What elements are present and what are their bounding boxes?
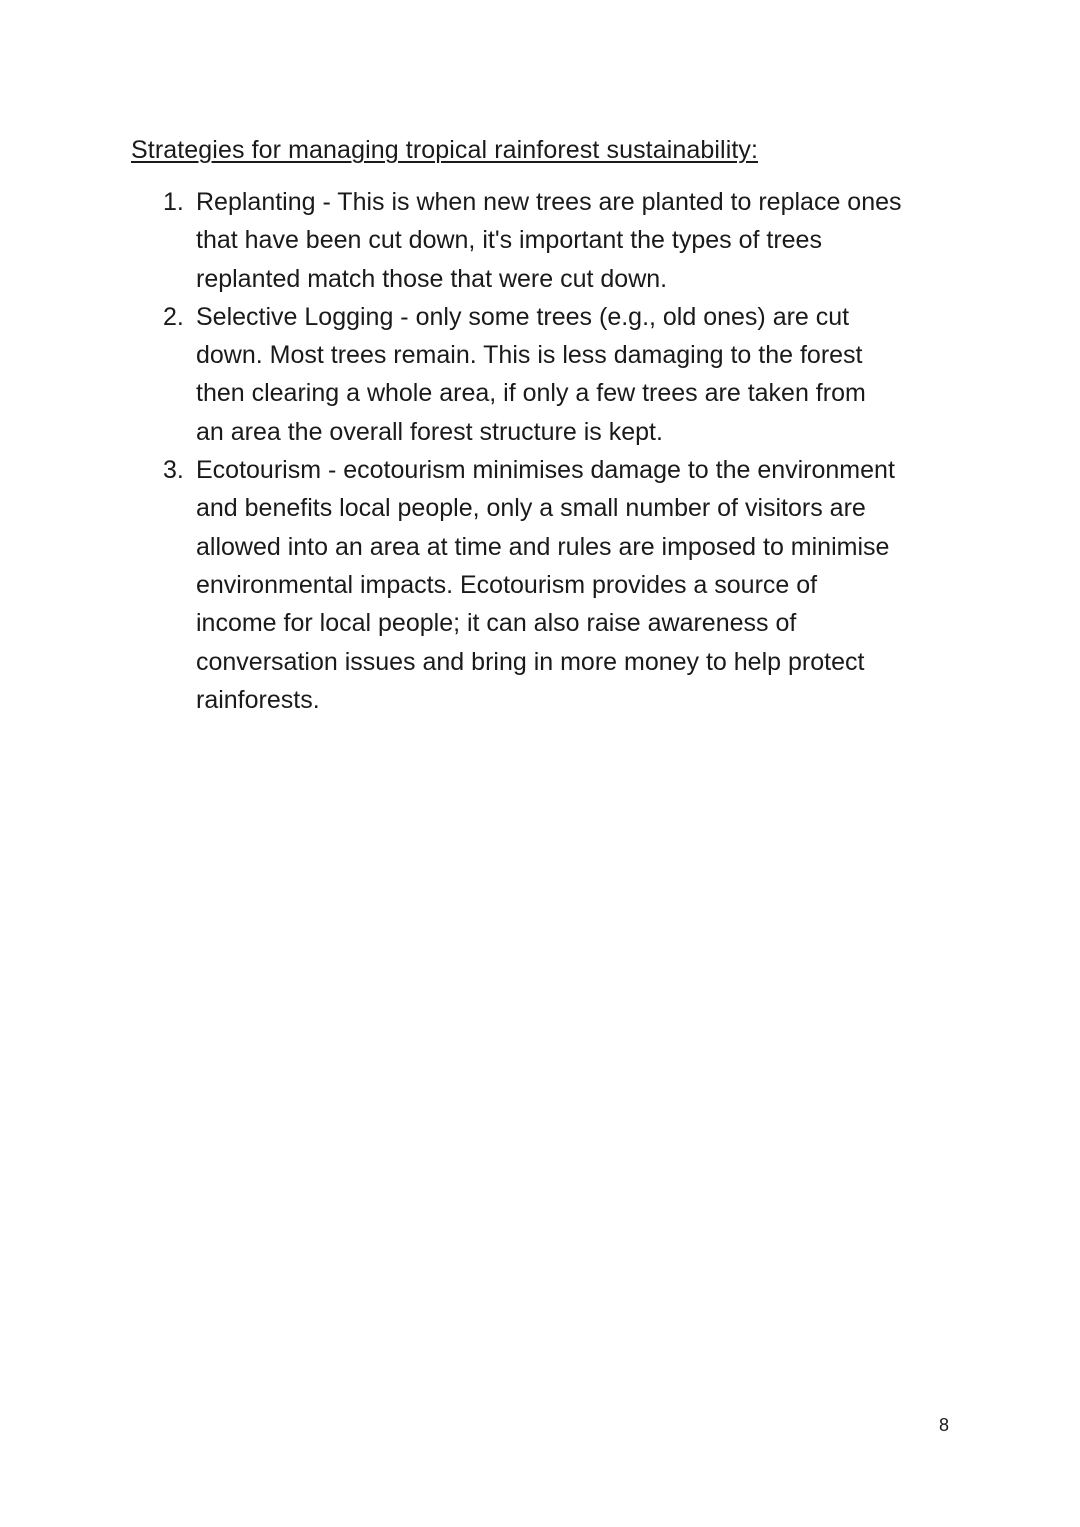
list-item-text-line: allowed into an area at time and rules are imposed to minimise — [196, 532, 890, 561]
list-item-number: 2. — [163, 302, 184, 331]
list-item-text-line: Selective Logging - only some trees (e.g., old ones) are cut — [196, 302, 850, 331]
list-item-text-line: and benefits local people, only a small number of visitors are — [196, 494, 866, 523]
list-item-number: 1. — [163, 188, 184, 216]
list-item-ecotourism — [163, 451, 963, 719]
list-item-text-line: then clearing a whole area, if only a few trees are taken from — [196, 379, 866, 408]
list-item-text-line: rainforests. — [196, 685, 320, 714]
strategies-list — [163, 183, 963, 719]
section-heading: Strategies for managing tropical rainforest sustainability: — [131, 136, 759, 164]
list-item-replanting — [163, 183, 963, 298]
list-item-selective-logging — [163, 298, 963, 451]
list-item-text-line: conversation issues and bring in more money to help protect — [196, 647, 865, 676]
list-item-text-line: down. Most trees remain. This is less damaging to the forest — [196, 341, 863, 370]
list-item-text-line: Replanting - This is when new trees are planted to replace ones — [196, 188, 902, 216]
list-item-number: 3. — [163, 456, 184, 485]
list-item-text-line: income for local people; it can also raise awareness of — [196, 609, 797, 638]
list-item-text-line: replanted match those that were cut down. — [196, 264, 668, 293]
list-item-text-line: environmental impacts. Ecotourism provides a source of — [196, 570, 818, 599]
page-number: 8 — [938, 1415, 949, 1435]
list-item-text-line: that have been cut down, it's important the types of trees — [196, 226, 822, 255]
list-item-text-line: an area the overall forest structure is kept. — [196, 417, 663, 446]
list-item-text-line: Ecotourism - ecotourism minimises damage to the environment — [196, 456, 895, 485]
